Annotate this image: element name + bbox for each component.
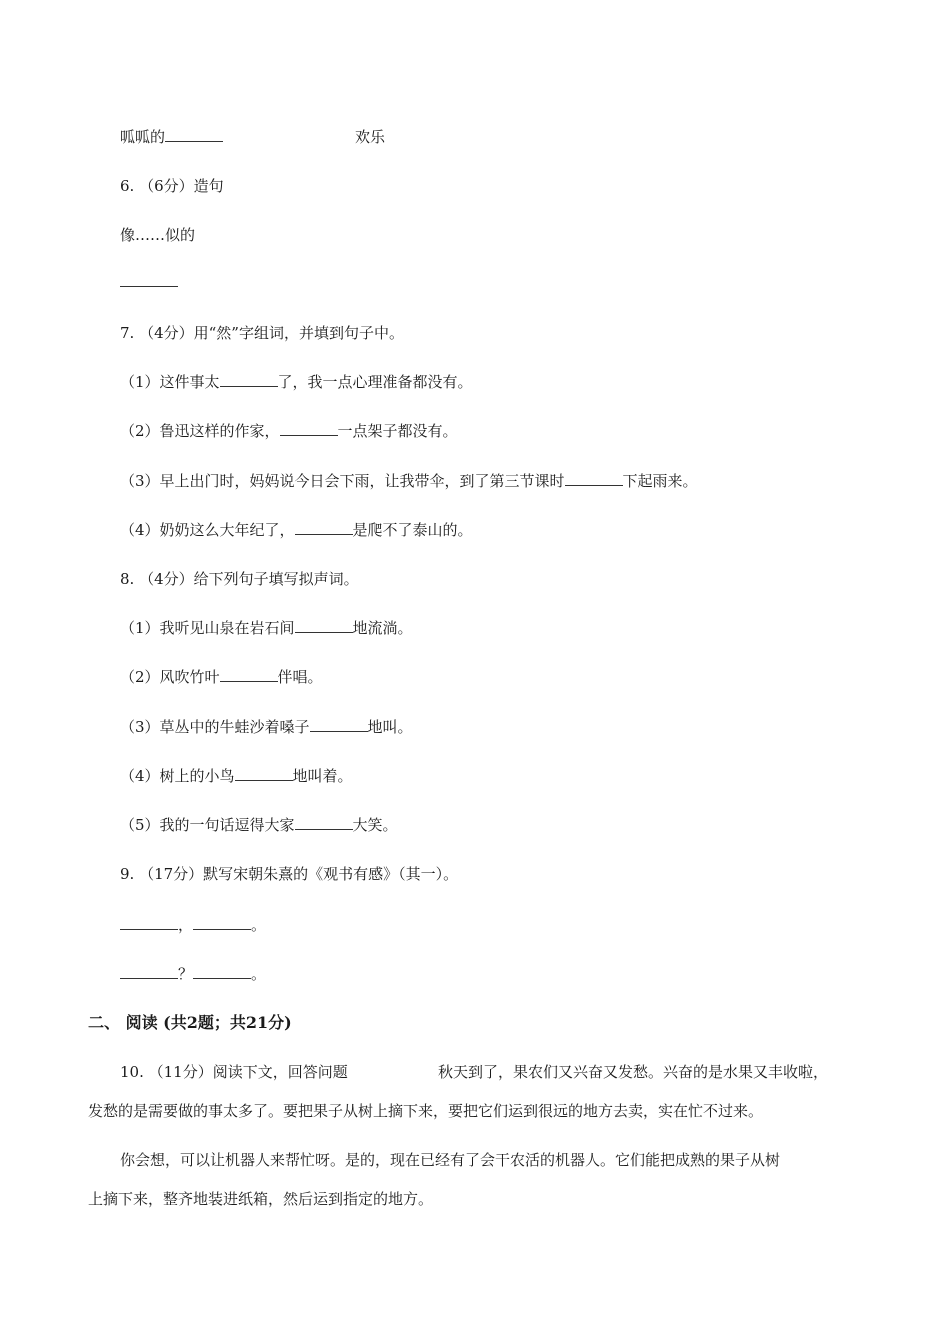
q9-line-2-sep: ？ — [178, 965, 194, 983]
q7-header: 7. （4分）用“然”字组词，并填到句子中。 — [120, 324, 404, 342]
q8-item-2-post: 伴唱。 — [277, 668, 323, 686]
q7-item-3-pre: （3）早上出门时，妈妈说今日会下雨，让我带伞，到了第三节课时 — [120, 472, 565, 490]
q9-header: 9. （17分）默写宋朝朱熹的《观书有感》（其一）。 — [120, 865, 459, 883]
q9-line-1 — [120, 915, 266, 935]
q8-item-4-pre: （4）树上的小鸟 — [120, 767, 235, 785]
q8-item-5-post: 大笑。 — [352, 816, 398, 834]
q7-item-2-post: 一点架子都没有。 — [337, 422, 458, 440]
answer-blank[interactable] — [120, 272, 178, 287]
q10-paragraph-1-cont: 发愁的是需要做的事太多了。要把果子从树上摘下来，要把它们运到很远的地方去卖，实在忙不过来。 — [88, 1102, 764, 1120]
answer-blank[interactable] — [120, 915, 178, 930]
q10-header: 10. （11分）阅读下文，回答问题 — [120, 1063, 348, 1081]
q9-line-1-sep: ， — [178, 916, 194, 934]
q6-answer-line — [120, 272, 178, 292]
q8-item-4 — [120, 766, 353, 786]
answer-blank[interactable] — [565, 471, 623, 486]
q9-line-1-end: 。 — [251, 916, 267, 934]
answer-blank[interactable] — [235, 766, 293, 781]
top-row-left-text: 呱呱的 — [120, 128, 166, 146]
q10-paragraph-2-start: 你会想，可以让机器人来帮忙呀。是的，现在已经有了会干农活的机器人。它们能把成熟的果子从树 — [120, 1151, 781, 1169]
q8-item-4-post: 地叫着。 — [292, 767, 353, 785]
q7-item-1-post: 了，我一点心理准备都没有。 — [277, 373, 473, 391]
top-row-right-text: 欢乐 — [355, 128, 386, 146]
q8-item-5-pre: （5）我的一句话逗得大家 — [120, 816, 295, 834]
q9-line-2-end: 。 — [251, 965, 267, 983]
answer-blank[interactable] — [120, 964, 178, 979]
top-row — [120, 127, 223, 147]
q7-item-4 — [120, 520, 473, 540]
answer-blank[interactable] — [295, 520, 353, 535]
q8-item-2-pre: （2）风吹竹叶 — [120, 668, 220, 686]
q7-item-2 — [120, 421, 458, 441]
section-2-title: 二、 阅读 (共2题；共21分) — [88, 1013, 292, 1032]
q8-header: 8. （4分）给下列句子填写拟声词。 — [120, 570, 359, 588]
q10-paragraph-2-cont: 上摘下来，整齐地装进纸箱，然后运到指定的地方。 — [88, 1190, 434, 1208]
q7-item-4-post: 是爬不了泰山的。 — [352, 521, 473, 539]
q6-prompt: 像……似的 — [120, 226, 196, 244]
q8-item-2 — [120, 667, 323, 687]
q8-item-3-post: 地叫。 — [367, 718, 413, 736]
q7-item-4-pre: （4）奶奶这么大年纪了， — [120, 521, 295, 539]
answer-blank[interactable] — [280, 421, 338, 436]
q7-item-3 — [120, 471, 698, 491]
answer-blank[interactable] — [165, 127, 223, 142]
q7-item-1 — [120, 372, 473, 392]
answer-blank[interactable] — [220, 667, 278, 682]
answer-blank[interactable] — [295, 815, 353, 830]
answer-blank[interactable] — [295, 618, 353, 633]
q8-item-3-pre: （3）草丛中的牛蛙沙着嗓子 — [120, 718, 310, 736]
q8-item-1-post: 地流淌。 — [352, 619, 413, 637]
q8-item-1 — [120, 618, 413, 638]
q8-item-1-pre: （1）我听见山泉在岩石间 — [120, 619, 295, 637]
answer-blank[interactable] — [193, 964, 251, 979]
answer-blank[interactable] — [193, 915, 251, 930]
q8-item-5 — [120, 815, 398, 835]
q9-line-2 — [120, 964, 266, 984]
q10-paragraph-1-start: 秋天到了，果农们又兴奋又发愁。兴奋的是水果又丰收啦， — [438, 1063, 829, 1081]
answer-blank[interactable] — [220, 372, 278, 387]
q7-item-1-pre: （1）这件事太 — [120, 373, 220, 391]
q7-item-3-post: 下起雨来。 — [622, 472, 698, 490]
q7-item-2-pre: （2）鲁迅这样的作家， — [120, 422, 280, 440]
answer-blank[interactable] — [310, 717, 368, 732]
q8-item-3 — [120, 717, 413, 737]
q6-header: 6. （6分）造句 — [120, 177, 224, 195]
